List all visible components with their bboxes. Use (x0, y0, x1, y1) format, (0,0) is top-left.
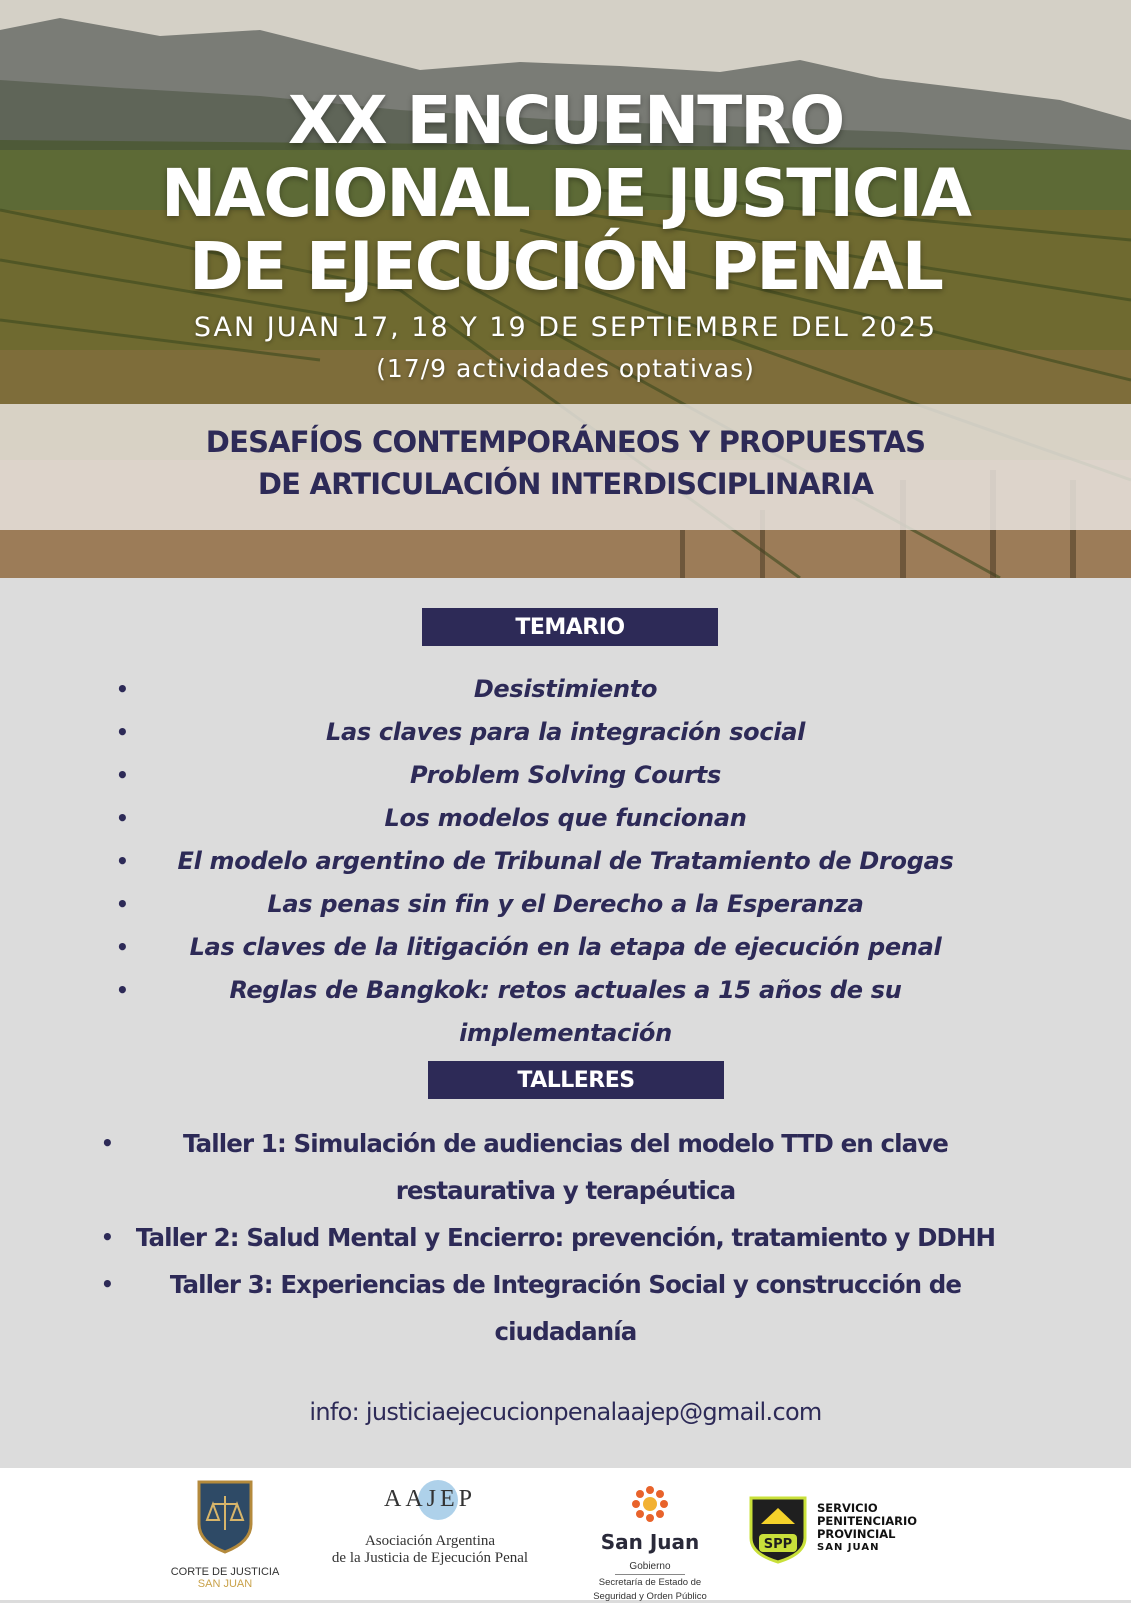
list-item: • Los modelos que funcionan (0, 797, 1131, 840)
spp-line-2: PENITENCIARIO (817, 1514, 918, 1528)
list-item: • Taller 1: Simulación de audiencias del modelo TTD en clave restaurativa y terapéutica (0, 1120, 1131, 1214)
aajep-line-1: Asociación Argentina (364, 1533, 496, 1549)
aajep-mark: AAJEP (315, 1486, 545, 1513)
list-item: • Las penas sin fin y el Derecho a la Esperanza (0, 883, 1131, 926)
corte-sub: SAN JUAN (197, 1578, 253, 1590)
bullet-icon: • (101, 1225, 113, 1249)
list-item: • Las claves de la litigación en la etapa de ejecución penal (0, 926, 1131, 969)
contact-info: info: justiciaejecucionpenalaajep@gmail.com (309, 1398, 822, 1426)
list-item: • El modelo argentino de Tribunal de Tratamiento de Drogas (0, 840, 1131, 883)
event-dates: SAN JUAN 17, 18 Y 19 DE SEPTIEMBRE DEL 2025 (193, 312, 938, 343)
svg-text:SPP: SPP (763, 1537, 793, 1552)
san-juan-name: San Juan (600, 1530, 700, 1554)
temario-heading: TEMARIO (422, 608, 718, 646)
bullet-icon: • (116, 763, 129, 787)
spp-line-1: SERVICIO (817, 1501, 878, 1515)
subtitle-line-2: DE ARTICULACIÓN INTERDISCIPLINARIA (257, 467, 874, 501)
aajep-line-2: de la Justicia de Ejecución Penal (331, 1550, 529, 1566)
san-juan-gobierno-logo (575, 1484, 725, 1603)
bullet-icon: • (116, 978, 129, 1002)
bullet-icon: • (101, 1272, 113, 1296)
spp-line-3: PROVINCIAL (817, 1527, 896, 1541)
optional-activities-note: (17/9 actividades optativas) (376, 354, 755, 383)
bullet-icon: • (116, 806, 129, 830)
list-item: • Problem Solving Courts (0, 754, 1131, 797)
talleres-list (0, 1120, 1131, 1355)
spp-line-4: SAN JUAN (817, 1542, 880, 1553)
corte-name: CORTE DE JUSTICIA (170, 1566, 280, 1578)
event-subtitle (0, 421, 1131, 505)
sun-icon (630, 1484, 670, 1524)
bullet-icon: • (116, 849, 129, 873)
spp-text (817, 1502, 917, 1554)
title-line-2: NACIONAL DE JUSTICIA (161, 155, 970, 232)
list-item: • Taller 3: Experiencias de Integración Social y construcción de ciudadanía (0, 1261, 1131, 1355)
gobierno-label: Gobierno (615, 1561, 684, 1575)
secretaria-line-2: Seguridad y Orden Público (593, 1591, 707, 1602)
aajep-logo (315, 1486, 545, 1567)
bullet-icon: • (116, 935, 129, 959)
spp-badge-icon (747, 1494, 809, 1564)
list-item: • Las claves para la integración social (0, 711, 1131, 754)
list-item: • Taller 2: Salud Mental y Encierro: prevención, tratamiento y DDHH (0, 1214, 1131, 1261)
title-line-1: XX ENCUENTRO (287, 82, 844, 159)
bullet-icon: • (116, 892, 129, 916)
temario-list (0, 668, 1131, 1055)
corte-de-justicia-logo (165, 1478, 285, 1590)
sponsor-footer (0, 1468, 1131, 1600)
list-item: • Reglas de Bangkok: retos actuales a 15 años de su implementación (0, 969, 1131, 1055)
bullet-icon: • (116, 720, 129, 744)
event-title (0, 84, 1131, 303)
subtitle-line-1: DESAFÍOS CONTEMPORÁNEOS Y PROPUESTAS (205, 425, 926, 459)
title-line-3: DE EJECUCIÓN PENAL (189, 228, 942, 305)
list-item: • Desistimiento (0, 668, 1131, 711)
scales-shield-icon (195, 1478, 255, 1554)
bullet-icon: • (116, 677, 129, 701)
talleres-heading: TALLERES (428, 1061, 724, 1099)
secretaria-line-1: Secretaría de Estado de (598, 1577, 702, 1588)
bullet-icon: • (101, 1131, 113, 1155)
